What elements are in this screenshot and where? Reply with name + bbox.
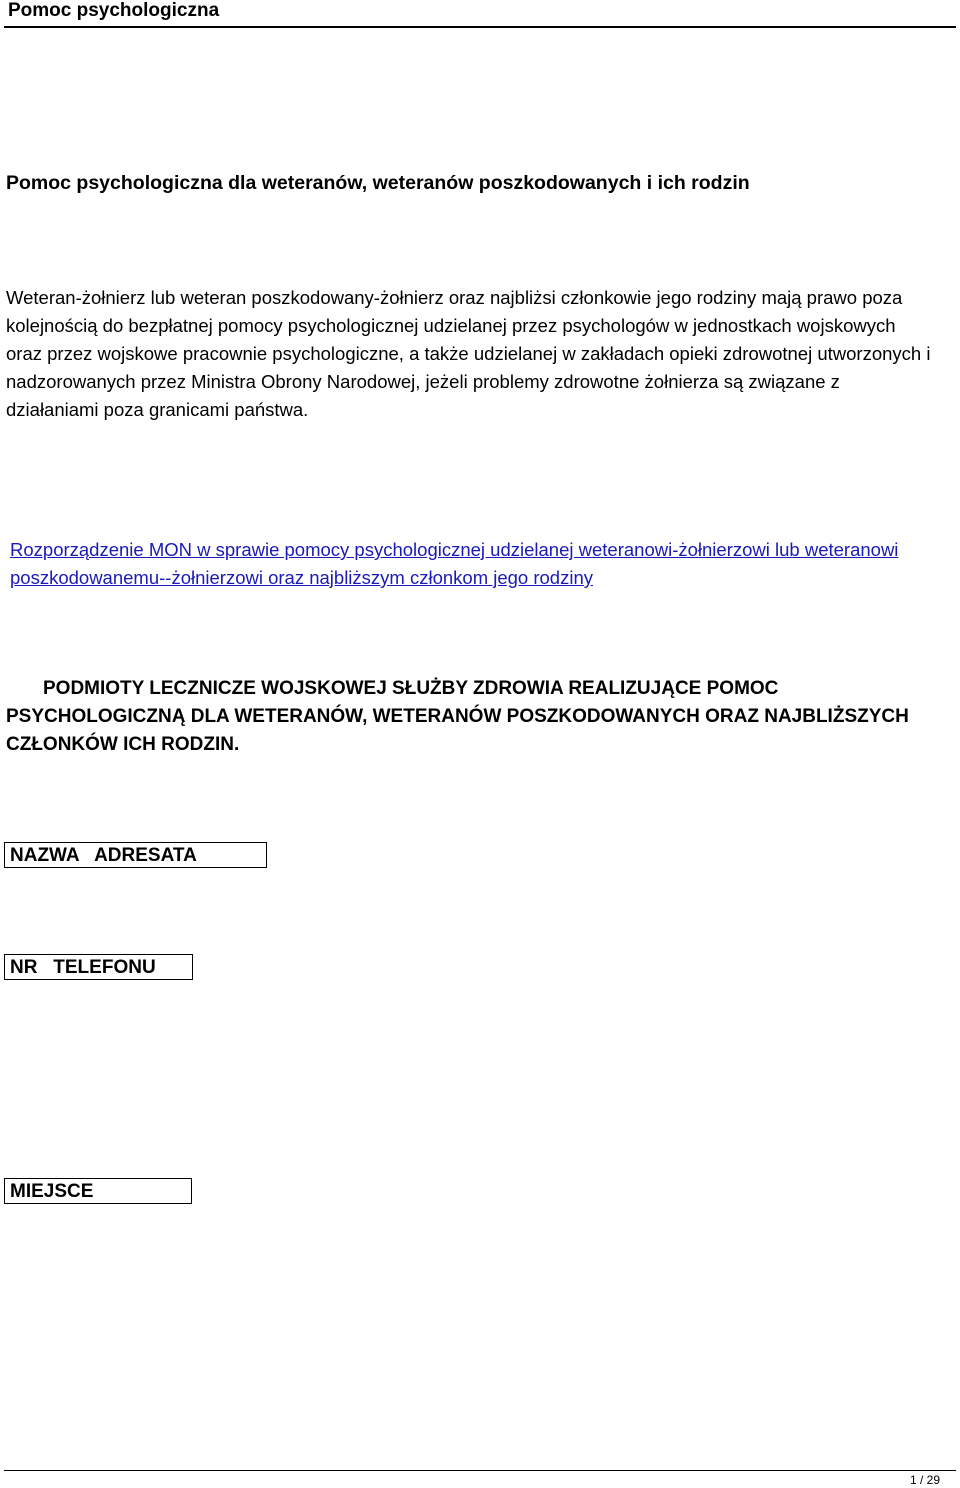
section-heading-text: PODMIOTY LECZNICZE WOJSKOWEJ SŁUŻBY ZDROWIA REALIZUJĄCE POMOC PSYCHOLOGICZNĄ DLA WETERANÓW, WETERANÓW POSZKODOWANYCH ORAZ NAJBLIŻSZYCH CZŁONKÓW ICH RODZIN. — [6, 678, 909, 755]
addressee-name-header: NAZWA ADRESATA — [4, 842, 267, 868]
page-number: 1 / 29 — [909, 1473, 940, 1487]
page-footer — [4, 1470, 956, 1488]
page-header — [4, 0, 956, 28]
place-header: MIEJSCE — [4, 1178, 192, 1204]
header-title: Pomoc psychologiczna — [8, 0, 220, 21]
regulation-link[interactable]: Rozporządzenie MON w sprawie pomocy psychologicznej udzielanej weteranowi-żołnierzowi lub weteranowi poszkodowanemu--żołnierzowi oraz najbliższym członkom jego rodziny — [10, 539, 899, 588]
phone-number-header: NR TELEFONU — [4, 954, 193, 980]
document-title: Pomoc psychologiczna dla weteranów, weteranów poszkodowanych i ich rodzin — [6, 172, 750, 194]
section-heading — [6, 675, 946, 759]
intro-paragraph: Weteran-żołnierz lub weteran poszkodowany-żołnierz oraz najbliżsi członkowie jego rodziny mają prawo poza kolejnością do bezpłatnej pomocy psychologicznej udzielanej przez psychologów w jednostkach wojskowych oraz przez wojskowe pracownie psychologiczne, a także udzielanej w zakładach opieki zdrowotnej utworzonych i nadzorowanych przez Ministra Obrony Narodowej, jeżeli problemy zdrowotne żołnierza są związane z działaniami poza granicami państwa. — [6, 287, 931, 420]
